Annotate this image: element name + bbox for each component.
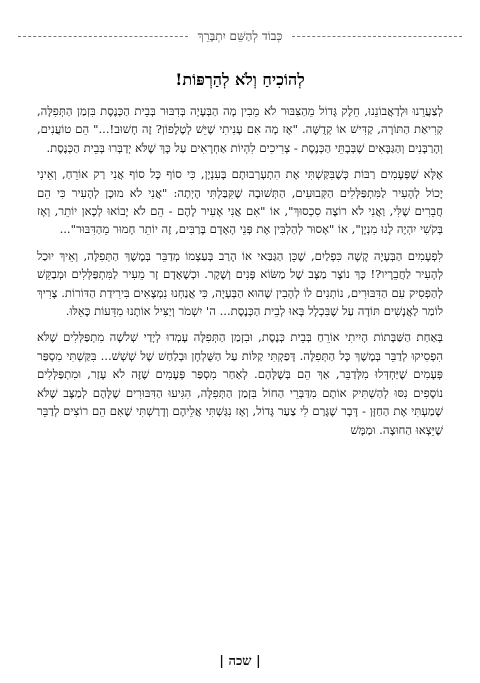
paragraph-2: אֶלָּא שֶׁפְּעָמִים רַבּוֹת כְּשֶׁבִּקַּשְׁתִּי אֶת הִתְעָרְבוּתָם בָּעִנְיָן, כִּי סוֹף כָּל סוֹף אֲנִי רַק אוֹרֵחַ, וְאֵינִי יָכוֹל לְהָעִיר לַמִּתְפַּלְּלִים הַקְּבוּעִים, הַתְּשׁוּבָה שֶׁקִּבַּלְתִּי הָיְתָה: "אֲנִי לֹא מוּכָן לְהָעִיר כִּי הֵם חֲבֵרִים שֶׁלִּי, וַאֲנִי לֹא רוֹצֶה סִכְסוּךְ", אוֹ "אִם אֲנִי אָעִיר לָהֶם - הֵם לֹא יָבוֹאוּ לְכָאן יוֹתֵר, וְאָז בְּקֹשִׁי יִהְיֶה לָנוּ מִנְיָן", אוֹ "אָסוּר לְהַלְבִּין אֶת פְּנֵי הָאָדָם בָּרַבִּים, זֶה יוֹתֵר חָמוּר מֵהַדִּבּוּר"...	[37, 167, 443, 237]
header-divider-left	[18, 36, 188, 37]
paragraph-1: לְצַעֲרֵנוּ וּלְדַאֲבוֹנֵנוּ, חֵלֶק גָּדוֹל מֵהַצִּבּוּר לֹא מֵבִין מָה הַבְּעָיָה בְּדִבּוּר בְּבֵית הַכְּנֶסֶת בִּזְמַן הַתְּפִלָּה, קְרִיאַת הַתּוֹרָה, קַדִּישׁ אוֹ קְדֻשָּׁה. "אָז מָה אִם עָנִיתִי שֶׁיֵּשׁ לְטֶלֶפוֹן? זֶה חָשׁוּב!..." הֵם טוֹעֲנִים, וְהָרַבָּנִים וְהַגַּבָּאִים שֶׁבְּבָתֵּי הַכְּנֶסֶת - צְרִיכִים לִהְיוֹת אַחְרָאִים עַל כָּךְ שֶׁלֹּא יְדַבְּרוּ בְּבֵית הַכְּנֶסֶת.	[37, 104, 443, 155]
page-content	[37, 70, 443, 447]
paragraph-3: לִפְעָמִים הַבְּעָיָה קָשָׁה כִּפְלַיִם, שֶׁכֵּן הַגַּבַּאי אוֹ הָרַב בְּעַצְמוֹ מְדַבֵּר בְּמֶשֶׁךְ הַתְּפִלָּה, וְאֵיךְ יוּכַל לְהָעִיר לַחֲבֵרָיו?! כָּךְ נוֹצָר מַצָּב שֶׁל מַשּׂוֹא פָּנִים וְשֶׁקֶר. וּכְשֶׁאָדָם זָר מֵעִיר לַמִּתְפַּלְּלִים וּמְבַקֵּשׁ לְהַפְסִיק עִם הַדִּבּוּרִים, נוֹתְנִים לוֹ לְהָבִין שֶׁהוּא הַבְּעָיָה, כִּי אֲנַחְנוּ נִמְצָאִים בִּירִידַת הַדּוֹרוֹת. צָרִיךְ לוֹמַר לַאֲנָשִׁים תּוֹדָה עַל שֶׁבִּכְלָל בָּאוּ לְבֵית הַכְּנֶסֶת... ה' יִשְׁמֹר וְיַצִּיל אוֹתָנוּ מִדֵּעוֹת כָּאֵלּוּ.	[37, 248, 443, 319]
paragraph-4: בְּאַחַת הַשַּׁבָּתוֹת הָיִיתִי אוֹרֵחַ בְּבֵית כְּנֶסֶת, וּבִזְמַן הַתְּפִלָּה עָמְדוּ לְיָדַי שְׁלֹשָׁה מִתְפַּלְּלִים שֶׁלֹּא הִפְסִיקוּ לְדַבֵּר בְּמֶשֶׁךְ כָּל הַתְּפִלָּה. דָּפַקְתִּי קַלּוֹת עַל הַשֻּׁלְחָן וּבְלַחַשׁ שֶׁל שְׁשְׁשׁ... בִּקַּשְׁתִּי מִסְפַּר פְּעָמִים שֶׁיַּחְדְּלוּ מִלְּדַבֵּר, אַךְ הֵם בְּשֶׁלָּהֶם. לְאַחַר מִסְפַּר פְּעָמִים שֶׁזֶּה לֹא עָזַר, וּמִתְפַּלְּלִים נוֹסָפִים נִסּוּ לְהַשְׁתִּיק אוֹתָם מִדַּבְּרֵי הַחוֹל בִּזְמַן הַתְּפִלָּה, הִגִּיעוּ הַדִּבּוּרִים שֶׁלָּהֶם לְמַצָּב שֶׁלֹּא שָׁמַעְתִּי אֶת הַחַזָּן - דָּבָר שֶׁגָּרַם לִי צַעַר גָּדוֹל, וְאָז נִגַּשְׁתִּי אֲלֵיהֶם וְדָרַשְׁתִּי שֶׁאִם הֵם רוֹצִים לְדַבֵּר שֶׁיֵּצְאוּ הַחוּצָה. וּמַמָּשׁ	[37, 330, 443, 437]
running-header	[18, 26, 462, 46]
header-divider-right	[292, 36, 462, 37]
header-title: כְּבוֹד לְהַשֵּׁם יִתְבָּרֵךְ	[197, 28, 283, 43]
page-number: | שכה |	[219, 654, 261, 669]
section-title: לְהוֹכִיחַ וְלֹא לְהַרְפּוֹת!	[175, 70, 305, 89]
